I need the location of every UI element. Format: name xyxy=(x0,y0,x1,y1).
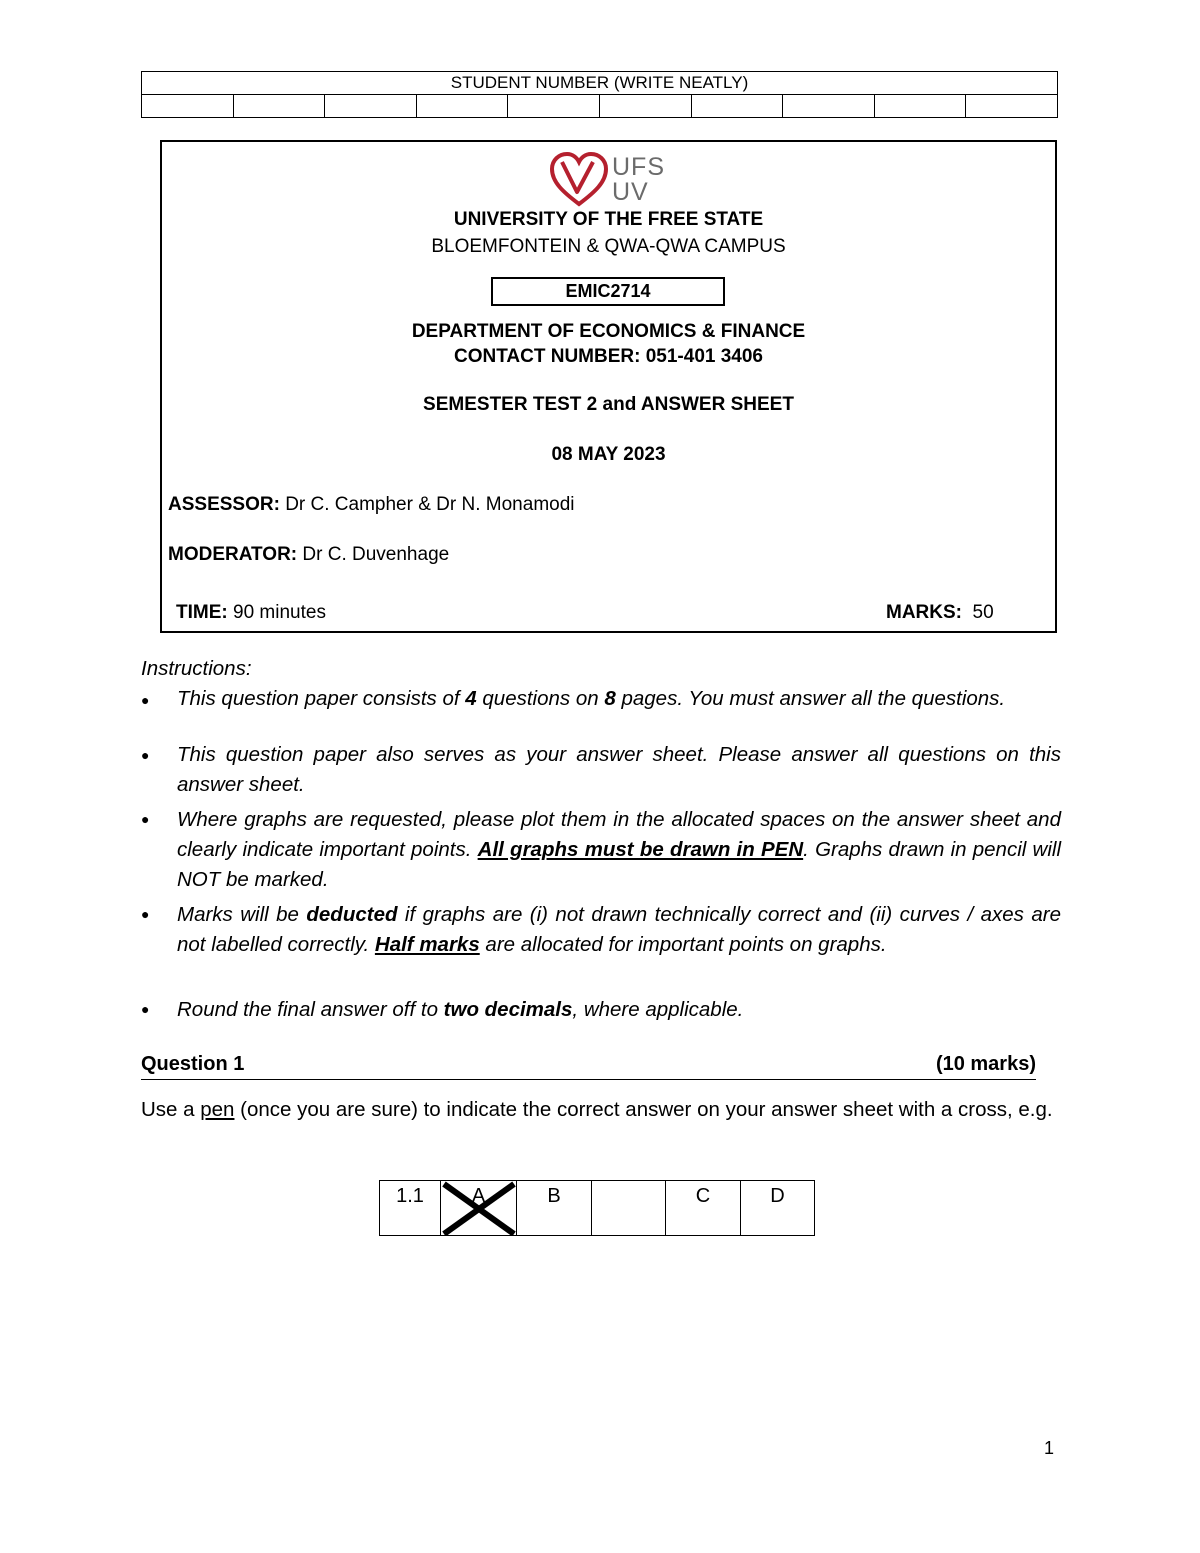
bullet-icon: ● xyxy=(141,1001,150,1017)
marks-line xyxy=(886,602,994,624)
time-line xyxy=(176,602,326,624)
student-number-digit-cell[interactable] xyxy=(233,95,325,118)
bullet-icon: ● xyxy=(141,906,150,922)
time-value: 90 minutes xyxy=(227,602,326,623)
university-name: UNIVERSITY OF THE FREE STATE xyxy=(453,209,764,230)
instructions-heading: Instructions: xyxy=(141,657,252,680)
student-number-table xyxy=(141,71,1058,118)
cross-mark-icon xyxy=(440,1180,518,1236)
marks-label: MARKS: xyxy=(886,602,962,623)
example-answer-table xyxy=(379,1180,815,1236)
question-1-title: Question 1 xyxy=(141,1053,245,1075)
moderator-value: Dr C. Duvenhage xyxy=(297,544,450,565)
department-name: DEPARTMENT OF ECONOMICS & FINANCE xyxy=(411,321,806,342)
time-label: TIME: xyxy=(176,602,228,623)
instruction-item: Where graphs are requested, please plot them in the allocated spaces on the answer sheet and clearly indicate important points. All graphs must be drawn in PEN. Graphs drawn in pencil will NOT be marked. xyxy=(177,808,1062,891)
ufs-heart-icon xyxy=(549,150,609,208)
campus-name: BLOEMFONTEIN & QWA-QWA CAMPUS xyxy=(431,236,786,257)
question-1-header xyxy=(141,1053,1036,1080)
student-number-digit-cell[interactable] xyxy=(508,95,600,118)
student-number-digit-cell[interactable] xyxy=(599,95,691,118)
example-option-blank[interactable] xyxy=(592,1181,666,1236)
bullet-icon: ● xyxy=(141,747,150,763)
student-number-digit-cell[interactable] xyxy=(142,95,234,118)
contact-number: CONTACT NUMBER: 051-401 3406 xyxy=(453,346,763,367)
bullet-icon: ● xyxy=(141,692,150,708)
marks-value: 50 xyxy=(962,602,994,623)
student-number-digit-cell[interactable] xyxy=(874,95,966,118)
question-1-instructions: Use a pen (once you are sure) to indicate the correct answer on your answer sheet with a cross, e.g. xyxy=(141,1098,1053,1121)
student-number-digit-cell[interactable] xyxy=(783,95,875,118)
instruction-item: This question paper consists of 4 questions on 8 pages. You must answer all the questions. xyxy=(177,687,1006,710)
example-option[interactable]: C xyxy=(666,1181,741,1236)
instruction-item: Round the final answer off to two decimals, where applicable. xyxy=(177,998,744,1021)
logo-text-uv: UV xyxy=(612,178,649,206)
assessor-line xyxy=(168,494,575,516)
assessor-value: Dr C. Campher & Dr N. Monamodi xyxy=(279,494,575,515)
assessor-label: ASSESSOR: xyxy=(168,494,280,515)
example-option-crossed[interactable]: A xyxy=(441,1181,517,1236)
student-number-digit-cell[interactable] xyxy=(691,95,783,118)
question-1-marks: (10 marks) xyxy=(935,1053,1036,1075)
example-question-number: 1.1 xyxy=(380,1181,441,1236)
instruction-item: Marks will be deducted if graphs are (i) not drawn technically correct and (ii) curves / axes are not labelled correctly. Half marks are allocated for important points on graphs. xyxy=(177,903,1061,956)
student-number-digit-cell[interactable] xyxy=(416,95,508,118)
example-option[interactable]: D xyxy=(741,1181,815,1236)
example-option[interactable]: B xyxy=(517,1181,592,1236)
moderator-label: MODERATOR: xyxy=(168,544,298,565)
test-date: 08 MAY 2023 xyxy=(551,444,666,465)
logo-text-ufs: UFS xyxy=(612,153,665,181)
module-code: EMIC2714 xyxy=(491,277,725,306)
student-number-digit-cell[interactable] xyxy=(325,95,417,118)
student-number-digit-cell[interactable] xyxy=(966,95,1058,118)
instruction-item: This question paper also serves as your answer sheet. Please answer all questions on this answer sheet. xyxy=(177,743,1061,796)
test-title: SEMESTER TEST 2 and ANSWER SHEET xyxy=(423,394,794,415)
bullet-icon: ● xyxy=(141,811,150,827)
page-number: 1 xyxy=(1044,1438,1055,1458)
ufs-logo xyxy=(549,150,674,210)
student-number-header: STUDENT NUMBER (WRITE NEATLY) xyxy=(142,72,1058,95)
cover-box xyxy=(160,140,1057,633)
moderator-line xyxy=(168,544,449,566)
